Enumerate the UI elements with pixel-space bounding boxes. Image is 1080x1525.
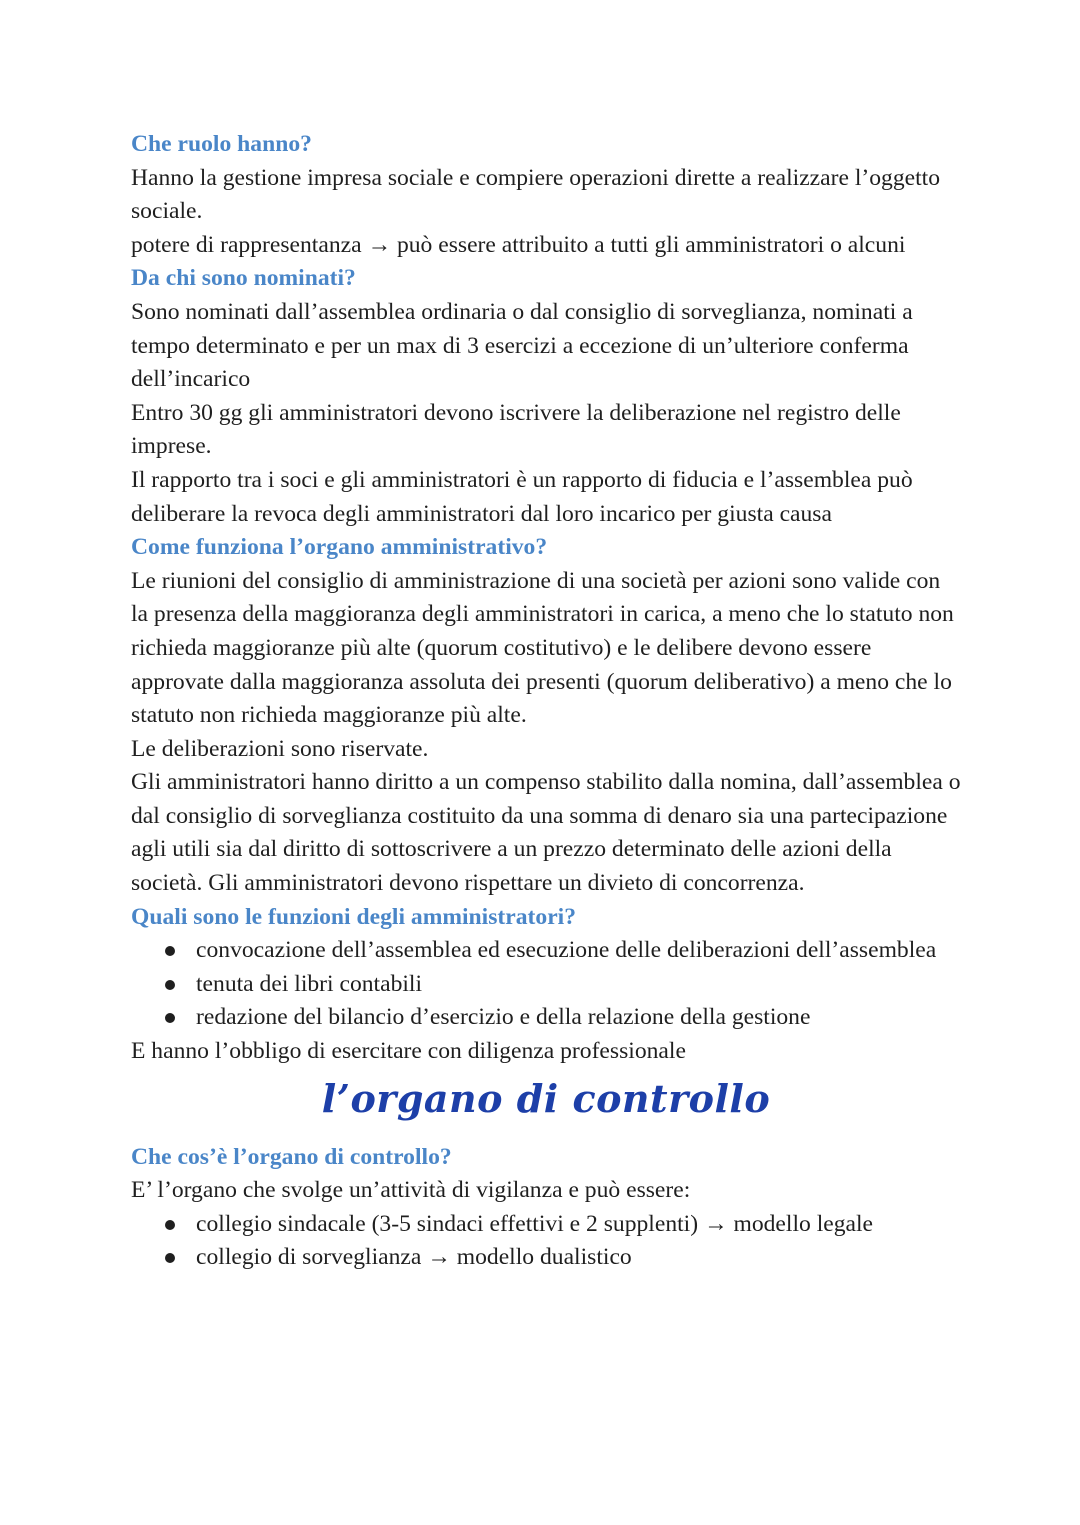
bullet-icon xyxy=(165,980,175,990)
paragraph: Gli amministratori hanno diritto a un compenso stabilito dalla nomina, dall’assemblea o dal consiglio di sorveglianza costituito da una somma di denaro sia una partecipazione agli utili sia dal diritto di sottoscrivere a un prezzo determinato delle azioni della società. Gli amministratori devono rispettare un divieto di concorrenza. xyxy=(131,769,961,897)
paragraph: potere di rappresentanza → può essere attribuito a tutti gli amministratori o alcuni xyxy=(131,231,906,258)
question-funzionamento: Come funziona l’organo amministrativo? xyxy=(131,534,548,561)
paragraph: Entro 30 gg gli amministratori devono iscrivere la deliberazione nel registro delle imprese. xyxy=(131,399,901,460)
section-title: l’organo di controllo xyxy=(321,1075,771,1121)
paragraph: E hanno l’obbligo di esercitare con diligenza professionale xyxy=(131,1038,686,1065)
list-item-text: convocazione dell’assemblea ed esecuzione delle deliberazioni dell’assemblea xyxy=(196,937,937,964)
list-item-text: collegio di sorveglianza → modello dualistico xyxy=(196,1244,632,1271)
question-controllo: Che cos’è l’organo di controllo? xyxy=(131,1143,452,1170)
question-ruolo: Che ruolo hanno? xyxy=(131,131,312,157)
question-nomina: Da chi sono nominati? xyxy=(131,265,356,292)
paragraph: Sono nominati dall’assemblea ordinaria o dal consiglio di sorveglianza, nominati a tempo determinato e per un max di 3 esercizi a eccezione di un’ulteriore conferma dell’incarico xyxy=(131,298,913,393)
list-item-text: tenuta dei libri contabili xyxy=(196,970,423,997)
bullet-icon xyxy=(165,1253,175,1263)
list-item xyxy=(165,968,961,1002)
paragraph: Hanno la gestione impresa sociale e compiere operazioni dirette a realizzare l’oggetto sociale. xyxy=(131,164,941,225)
bullet-icon xyxy=(165,946,175,956)
question-funzioni: Quali sono le funzioni degli amministratori? xyxy=(131,903,577,930)
list-item-text: redazione del bilancio d’esercizio e della relazione della gestione xyxy=(196,1004,811,1031)
bullet-icon xyxy=(165,1013,175,1023)
list-item xyxy=(165,1208,961,1242)
list-item xyxy=(165,934,961,968)
document-page xyxy=(131,128,961,1275)
paragraph: Le riunioni del consiglio di amministrazione di una società per azioni sono valide con la presenza della maggioranza degli amministratori in carica, a meno che lo statuto non richieda maggioranze più alte (quorum costitutivo) e le delibere devono essere approvate dalla maggioranza assoluta dei presenti (quorum deliberativo) a meno che lo statuto non richieda maggioranze più alte. xyxy=(131,567,954,729)
bullet-icon xyxy=(165,1220,175,1230)
list-item xyxy=(165,1001,961,1035)
list-item xyxy=(165,1241,961,1275)
paragraph: Le deliberazioni sono riservate. xyxy=(131,735,429,762)
bullet-list-funzioni xyxy=(131,934,961,1035)
list-item-text: collegio sindacale (3-5 sindaci effettivi e 2 supplenti) → modello legale xyxy=(196,1210,874,1237)
bullet-list-controllo xyxy=(131,1208,961,1275)
paragraph: E’ l’organo che svolge un’attività di vigilanza e può essere: xyxy=(131,1177,691,1204)
paragraph: Il rapporto tra i soci e gli amministratori è un rapporto di fiducia e l’assemblea può deliberare la revoca degli amministratori dal loro incarico per giusta causa xyxy=(131,466,913,527)
